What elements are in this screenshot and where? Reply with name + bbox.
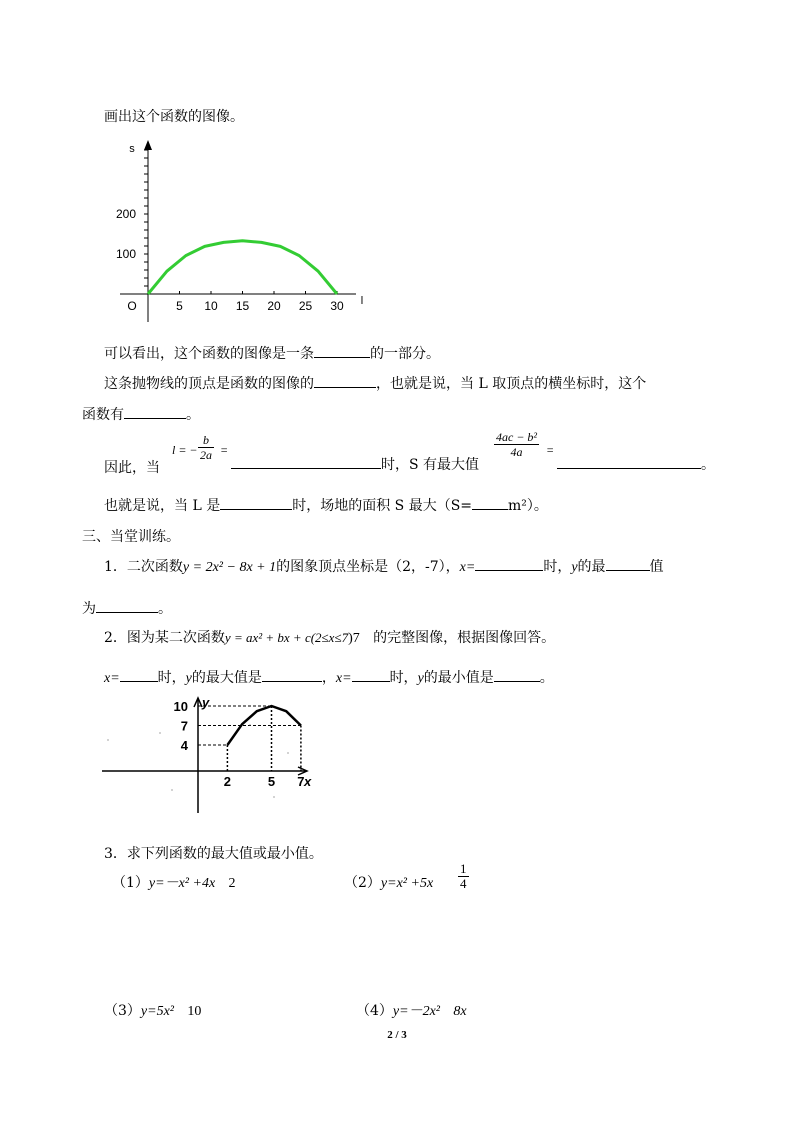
y-axis-arrow: [144, 140, 152, 150]
scan-speck: [249, 724, 250, 725]
scan-speck: [171, 789, 172, 790]
x-tick-label: 25: [298, 299, 313, 313]
page-number: 2 / 3: [387, 1029, 407, 1041]
intro-line: 画出这个函数的图像。: [104, 109, 244, 125]
question-1: 1．二次函数y = 2x² − 8x + 1的图象顶点坐标是（2，-7），x= 时，y的最 值: [104, 556, 664, 576]
y-tick-label: 7: [180, 718, 188, 734]
fraction-one-quarter: $\frac{1}{4}$: [460, 861, 467, 891]
scan-speck: [159, 732, 160, 733]
question-3-item-4: （4）y=－2x² 8x: [356, 1003, 467, 1019]
section-3-title: 三、当堂训练。: [82, 529, 180, 545]
paragraph-therefore: 因此，当: [104, 460, 160, 476]
quadratic-graph-chart: [100, 695, 320, 820]
x-tick-label: 10: [204, 299, 218, 313]
question-2: 2．图为某二次函数y = ax² + bx + c(2≤x≤7)7 的完整图像，根据图像回答。: [104, 630, 556, 646]
paragraph-parabola: 可以看出，这个函数的图像是一条 的一部分。: [104, 343, 440, 363]
paragraph-function-max: 函数有 。: [82, 404, 200, 424]
origin-label: O: [127, 299, 137, 313]
answer-max-line: 。: [557, 454, 715, 474]
x-tick-label: 5: [176, 299, 183, 313]
x-tick-label: 15: [235, 299, 250, 313]
x-tick-label: 20: [267, 299, 281, 313]
question-1-line-2: 为 。: [82, 598, 172, 618]
equals-sign: =: [220, 443, 229, 457]
x-tick-label: 7: [297, 774, 305, 789]
x-axis-label: l: [360, 295, 364, 307]
scan-speck: [273, 796, 274, 797]
y-axis-label: s: [129, 143, 135, 155]
answer-l-line: 时，S 有最大值: [231, 454, 479, 474]
fraction-max-value: $\frac{\text{4ac − b²}}{4a}$: [496, 430, 538, 459]
scan-speck: [287, 752, 288, 753]
question-3-title: 3．求下列函数的最大值或最小值。: [104, 846, 323, 862]
x-tick-label: 2: [223, 774, 232, 789]
y-axis-label: y: [202, 695, 210, 710]
question-3-item-1: （1）y=－x² +4x 2: [112, 875, 236, 891]
paragraph-max-area: 也就是说，当 L 是 时，场地的面积 S 最大（S= m²）。: [104, 495, 548, 515]
x-axis-label: x: [304, 774, 312, 789]
x-tick-label: 5: [267, 774, 276, 789]
paragraph-vertex: 这条抛物线的顶点是函数的图像的 ，也就是说，当 L 取顶点的横坐标时，这个: [104, 373, 646, 393]
question-3-item-3: （3）y=5x² 10: [104, 1003, 202, 1019]
question-2-answers: x= 时，y的最大值是 ，x= 时，y的最小值是 。: [104, 667, 554, 687]
equals-sign-2: =: [546, 443, 555, 457]
y-tick-label: 200: [115, 207, 136, 221]
fraction-b-over-2a: $\frac{b}{2a}$: [200, 433, 212, 462]
parabola-series-line: [148, 241, 337, 294]
formula-l: l = −: [172, 443, 198, 457]
y-tick-label: 4: [180, 738, 188, 753]
y-tick-label: 10: [173, 699, 188, 714]
scan-speck: [107, 739, 108, 740]
area-parabola-chart: [110, 136, 380, 331]
y-tick-label: 100: [115, 247, 136, 261]
x-tick-label: 30: [330, 299, 344, 313]
question-3-item-2: （2）y=x² +5x: [344, 875, 434, 891]
